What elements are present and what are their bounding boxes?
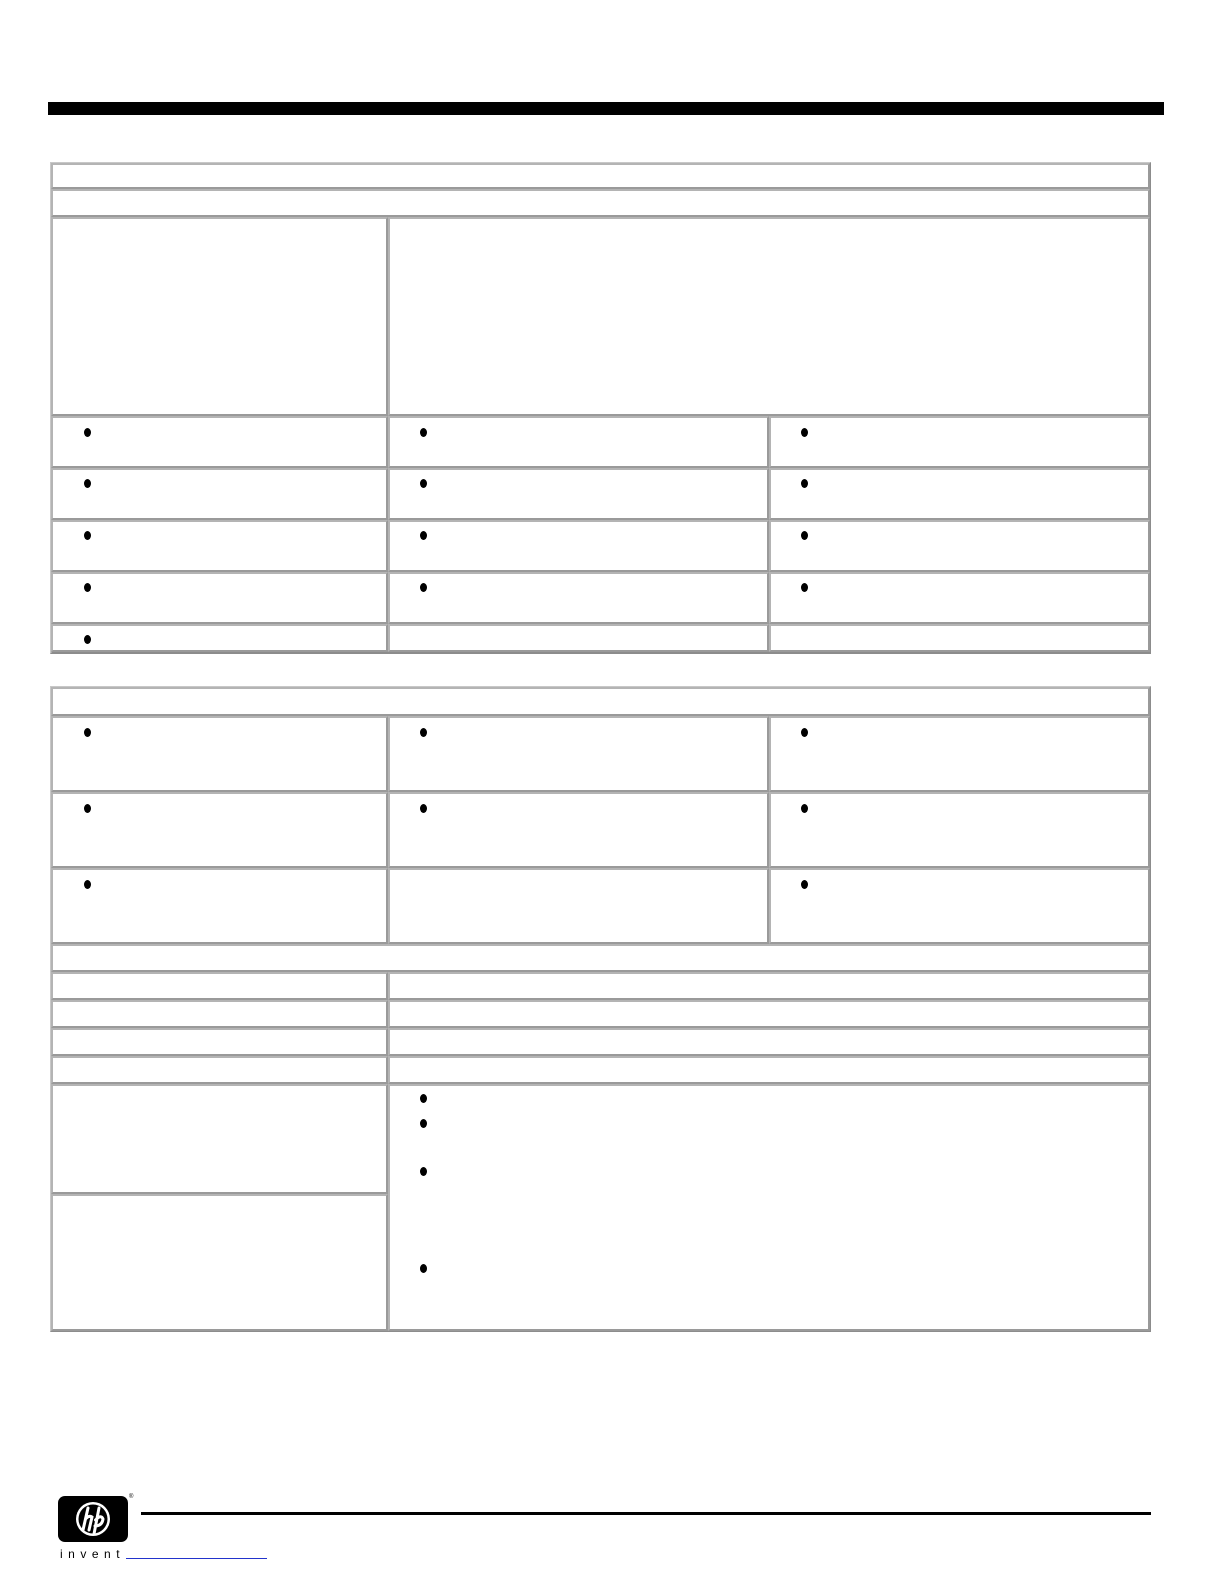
bullet-icon bbox=[801, 479, 808, 488]
table1-feature-cell bbox=[388, 520, 769, 572]
table2-feature-cell bbox=[769, 716, 1150, 792]
bullet-icon bbox=[84, 880, 91, 889]
table2-spec-label bbox=[51, 1000, 388, 1028]
bullet-icon bbox=[420, 428, 427, 437]
table2-title-row bbox=[51, 687, 1150, 716]
table1-feature-cell bbox=[769, 416, 1150, 468]
table2-spec-value bbox=[388, 972, 1150, 1000]
table2-feature-cell bbox=[51, 716, 388, 792]
table2-spec-value bbox=[388, 1056, 1150, 1084]
bullet-icon bbox=[420, 583, 427, 592]
table1-feature-cell bbox=[769, 520, 1150, 572]
table1-feature-cell bbox=[388, 572, 769, 624]
header-rule bbox=[48, 102, 1164, 115]
bullet-icon bbox=[801, 531, 808, 540]
bullet-icon bbox=[420, 1094, 427, 1103]
table1-feature-cell bbox=[388, 624, 769, 652]
table1-feature-cell bbox=[51, 416, 388, 468]
table2-spec-label bbox=[51, 1056, 388, 1084]
table1-feature-cell bbox=[51, 572, 388, 624]
table1-feature-cell bbox=[388, 468, 769, 520]
table1-description-cell bbox=[388, 217, 1150, 416]
table2-feature-cell bbox=[51, 868, 388, 944]
table1-feature-cell bbox=[388, 416, 769, 468]
table1-feature-cell bbox=[51, 624, 388, 652]
table2-spec-label bbox=[51, 1084, 388, 1194]
bullet-icon bbox=[801, 583, 808, 592]
table2-spec-label bbox=[51, 1194, 388, 1331]
hp-logo-icon bbox=[58, 1496, 128, 1542]
bullet-icon bbox=[84, 428, 91, 437]
table1-feature-cell bbox=[51, 520, 388, 572]
table1-subtitle-row bbox=[51, 189, 1150, 217]
table2-feature-cell bbox=[388, 868, 769, 944]
table2-feature-cell bbox=[388, 792, 769, 868]
table1-label-cell bbox=[51, 217, 388, 416]
bullet-icon bbox=[801, 804, 808, 813]
table2-spec-value bbox=[388, 1000, 1150, 1028]
table2-feature-cell bbox=[769, 792, 1150, 868]
bullet-icon bbox=[801, 728, 808, 737]
bullet-icon bbox=[84, 635, 91, 644]
bullet-icon bbox=[84, 479, 91, 488]
table2-feature-cell bbox=[388, 716, 769, 792]
registered-mark: ® bbox=[129, 1494, 134, 1500]
bullet-icon bbox=[420, 1167, 427, 1176]
table2-feature-cell bbox=[51, 792, 388, 868]
bullet-icon bbox=[420, 728, 427, 737]
table1-feature-cell bbox=[769, 468, 1150, 520]
table1-feature-cell bbox=[51, 468, 388, 520]
bullet-icon bbox=[801, 428, 808, 437]
bullet-icon bbox=[420, 804, 427, 813]
bullet-icon bbox=[84, 583, 91, 592]
bullet-icon bbox=[801, 880, 808, 889]
bullet-icon bbox=[420, 1264, 427, 1273]
table1-feature-cell bbox=[769, 572, 1150, 624]
table2-spec-label bbox=[51, 1028, 388, 1056]
bullet-icon bbox=[420, 479, 427, 488]
table2-feature-cell bbox=[769, 868, 1150, 944]
bullet-icon bbox=[420, 1119, 427, 1128]
table2-spec-value bbox=[388, 1028, 1150, 1056]
table2-spec-label bbox=[51, 972, 388, 1000]
bullet-icon bbox=[420, 531, 427, 540]
footer-link[interactable] bbox=[126, 1558, 267, 1559]
table1-feature-cell bbox=[769, 624, 1150, 652]
table2-section-row bbox=[51, 944, 1150, 972]
bullet-icon bbox=[84, 804, 91, 813]
bullet-icon bbox=[84, 728, 91, 737]
bullet-icon bbox=[84, 531, 91, 540]
table1-title-row bbox=[51, 163, 1150, 189]
table2-notes-cell bbox=[388, 1084, 1150, 1331]
footer-rule bbox=[141, 1512, 1151, 1515]
brand-tagline: invent bbox=[60, 1547, 126, 1561]
